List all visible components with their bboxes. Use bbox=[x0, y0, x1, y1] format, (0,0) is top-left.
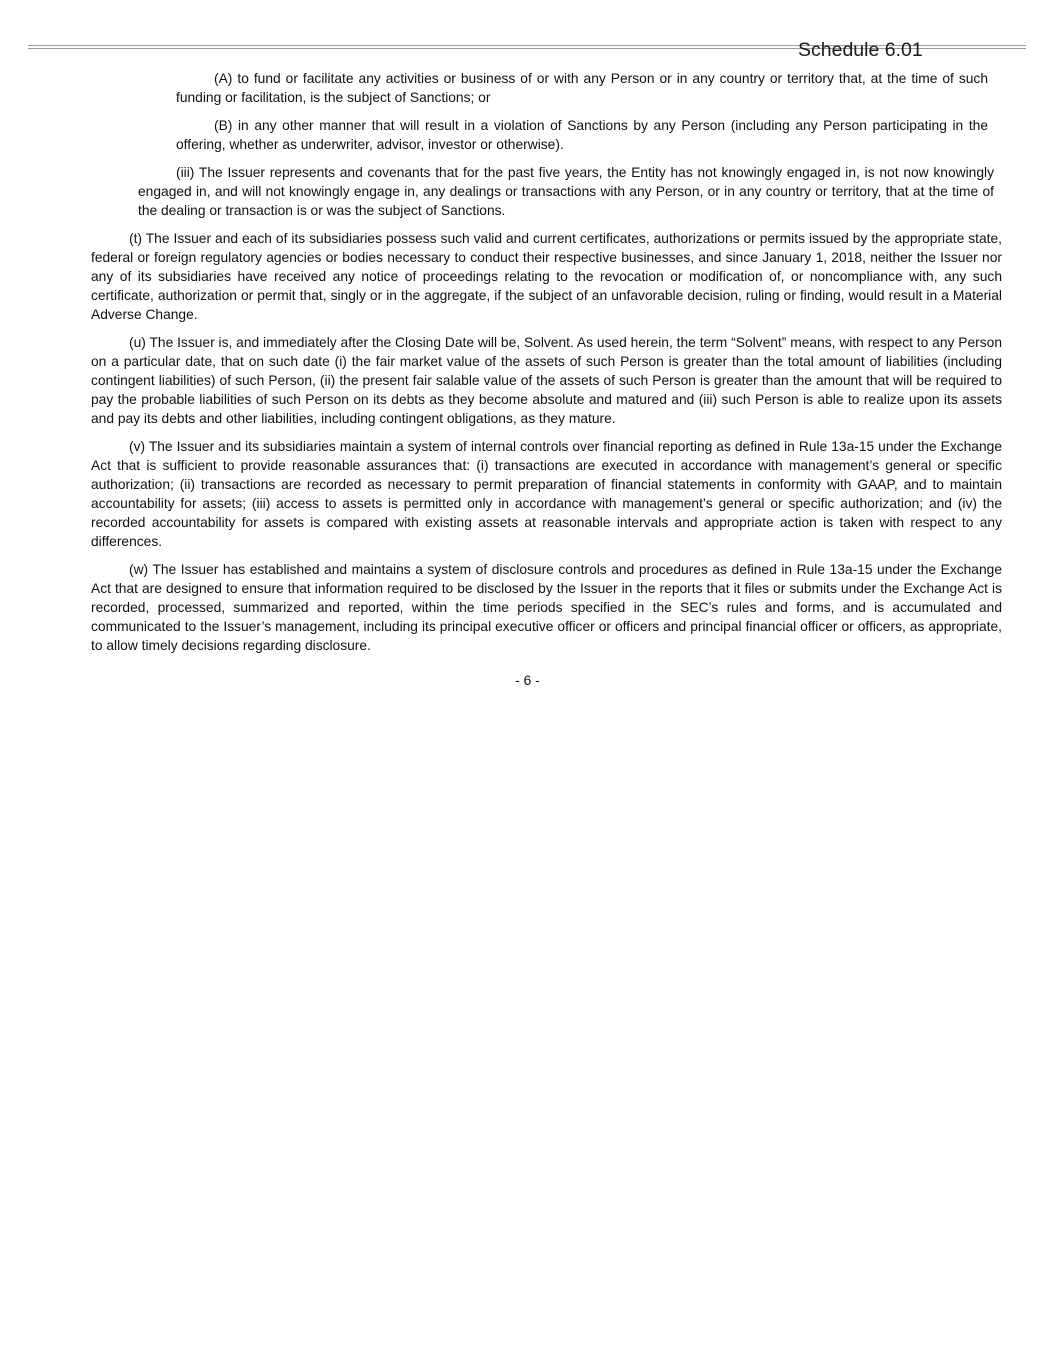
schedule-label: Schedule 6.01 bbox=[798, 39, 923, 61]
clause-a-paragraph: (A) to fund or facilitate any activities or business of or with any Person or in any country or territory that, at the time of such funding or facilitation, is the subject of Sanctions; or bbox=[176, 71, 988, 105]
clause-v-paragraph: (v) The Issuer and its subsidiaries maintain a system of internal controls over financial reporting as defined in Rule 13a-15 under the Exchange Act that is sufficient to provide reasonable assurances that: (i) transactions are executed in accordance with management’s general or specific authorization; (ii) transactions are recorded as necessary to permit preparation of financial statements in conformity with GAAP, and to maintain accountability for assets; (iii) access to assets is permitted only in accordance with management’s general or specific authorization; and (iv) the recorded accountability for assets is compared with existing assets at reasonable intervals and appropriate action is taken with respect to any differences. bbox=[91, 439, 1002, 549]
clause-t-paragraph: (t) The Issuer and each of its subsidiaries possess such valid and current certificates, authorizations or permits issued by the appropriate state, federal or foreign regulatory agencies or bodies necessary to conduct their respective businesses, and since January 1, 2018, neither the Issuer nor any of its subsidiaries have received any notice of proceedings relating to the revocation or modification of, or noncompliance with, any such certificate, authorization or permit that, singly or in the aggregate, if the subject of an unfavorable decision, ruling or finding, would result in a Material Adverse Change. bbox=[91, 231, 1002, 322]
clause-iii-paragraph: (iii) The Issuer represents and covenants that for the past five years, the Entity has not knowingly engaged in, is not now knowingly engaged in, and will not knowingly engage in, any dealings or transactions with any Person, or in any country or territory, that at the time of the dealing or transaction is or was the subject of Sanctions. bbox=[138, 165, 994, 218]
clause-u-paragraph: (u) The Issuer is, and immediately after the Closing Date will be, Solvent. As used herein, the term “Solvent” means, with respect to any Person on a particular date, that on such date (i) the fair market value of the assets of such Person is greater than the total amount of liabilities (including contingent liabilities) of such Person, (ii) the present fair salable value of the assets of such Person is greater than the amount that will be required to pay the probable liabilities of such Person on its debts as they become absolute and matured and (iii) such Person is able to realize upon its assets and pay its debts and other liabilities, including contingent obligations, as they mature. bbox=[91, 335, 1002, 426]
clause-w-paragraph: (w) The Issuer has established and maintains a system of disclosure controls and procedures as defined in Rule 13a-15 under the Exchange Act that are designed to ensure that information required to be disclosed by the Issuer in the reports that it files or submits under the Exchange Act is recorded, processed, summarized and reported, within the time periods specified in the SEC’s rules and forms, and is accumulated and communicated to the Issuer’s management, including its principal executive officer or officers and principal financial officer or officers, as appropriate, to allow timely decisions regarding disclosure. bbox=[91, 562, 1002, 653]
clause-b-paragraph: (B) in any other manner that will result in a violation of Sanctions by any Person (including any Person participating in the offering, whether as underwriter, advisor, investor or otherwise). bbox=[176, 118, 988, 152]
page-number: - 6 - bbox=[515, 673, 540, 688]
